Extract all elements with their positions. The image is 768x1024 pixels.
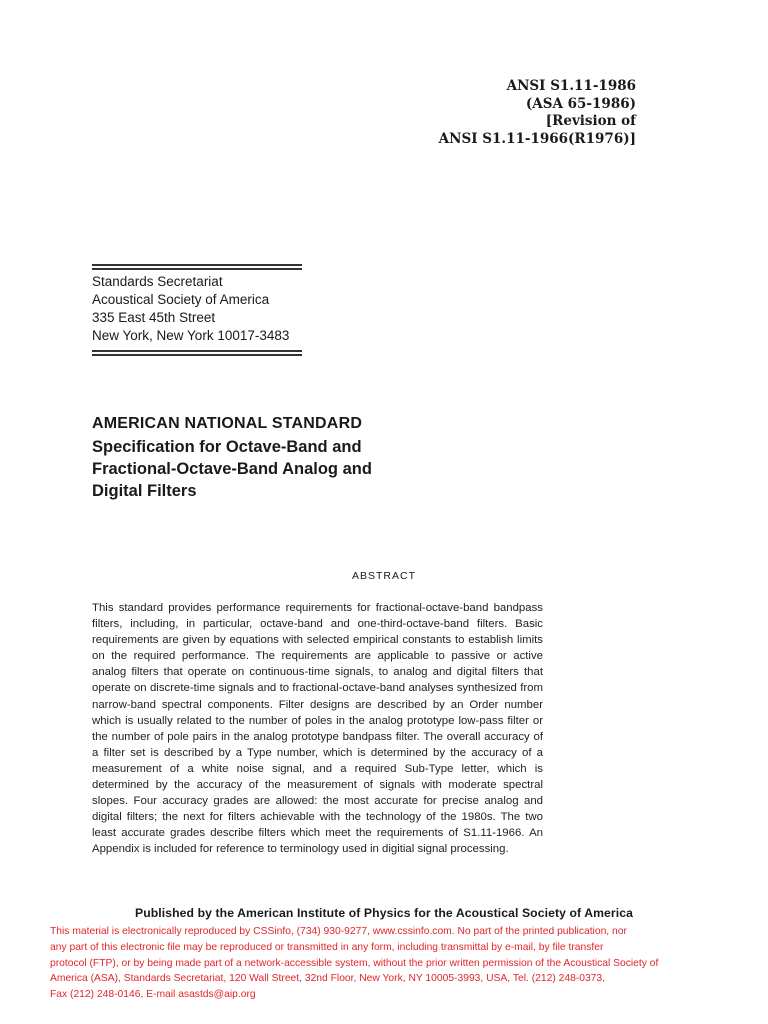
designation-revision: [Revision of: [545, 113, 636, 129]
title-line-2: Fractional-Octave-Band Analog and: [92, 460, 372, 478]
document-title: [92, 414, 532, 502]
address-line-3: 335 East 45th Street: [92, 310, 216, 325]
copyright-notice: [50, 924, 758, 1003]
address-line-2: Acoustical Society of America: [92, 292, 270, 307]
address-top-rule: [92, 264, 302, 272]
address-line-4: New York, New York 10017-3483: [92, 328, 290, 343]
notice-line-4: America (ASA), Standards Secretariat, 120 Wall Street, 32nd Floor, New York, NY 10005-3993, USA, Tel. (212) 248-0373,: [50, 973, 605, 985]
address-bottom-rule: [92, 350, 302, 358]
address-line-1: Standards Secretariat: [92, 274, 223, 289]
standard-label: AMERICAN NATIONAL STANDARD: [92, 415, 363, 432]
notice-line-3: protocol (FTP), or by being made part of a network-accessible system, without the prior written permission of the Acoustical Society of: [50, 957, 659, 969]
title-line-3: Digital Filters: [92, 482, 197, 500]
standard-designation: [439, 78, 636, 148]
designation-asa: (ASA 65-1986): [525, 95, 636, 112]
abstract-text: This standard provides performance requirements for fractional-octave-band bandpass filters, including, in particular, octave-band and one-third-octave-band filters. Basic requirements are given by equations with selected empirical constants to establish limits on the required performance. The requirements are applicable to passive or active analog filters that operate on continuous-time signals, to analog and digital filters that operate on discrete-time signals and to fractional-octave-band analyses synthesized from narrow-band spectral components. Filter designs are described by an Order number which is usually related to the number of poles in the analog prototype low-pass filter or the number of pole pairs in the analog prototype bandpass filter. The overall accuracy of a filter set is described by a Type number, which is determined by the accuracy of a measurement of a white noise signal, and a required Sub-Type letter, which is determined by the accuracy of the measurement of signals with moderate spectral slopes. Four accuracy grades are allowed: the most accurate for precise analog and digital filters; the next for filters achievable with the technology of the 1980s. The two least accurate grades describe filters which meet the requirements of S1.11-1966. An Appendix is included for reference to terminology used in digitial signal processing.: [92, 602, 543, 856]
abstract-heading: ABSTRACT: [351, 570, 416, 582]
publisher-line: Published by the American Institute of Physics for the Acoustical Society of America: [134, 906, 634, 920]
designation-number: ANSI S1.11-1986: [506, 78, 636, 94]
notice-line-2: any part of this electronic file may be reproduced or transmitted in any form, including transmittal by e-mail, by file transfer: [50, 941, 604, 953]
notice-line-1: This material is electronically reproduced by CSSinfo, (734) 930-9277, www.cssinfo.com. No part of the printed publication, nor: [50, 926, 627, 937]
title-line-1: Specification for Octave-Band and: [92, 438, 362, 456]
secretariat-address: [92, 273, 289, 345]
designation-previous: ANSI S1.11-1966(R1976)]: [438, 130, 636, 147]
notice-line-5: Fax (212) 248-0146, E-mail asastds@aip.org: [50, 989, 256, 1001]
